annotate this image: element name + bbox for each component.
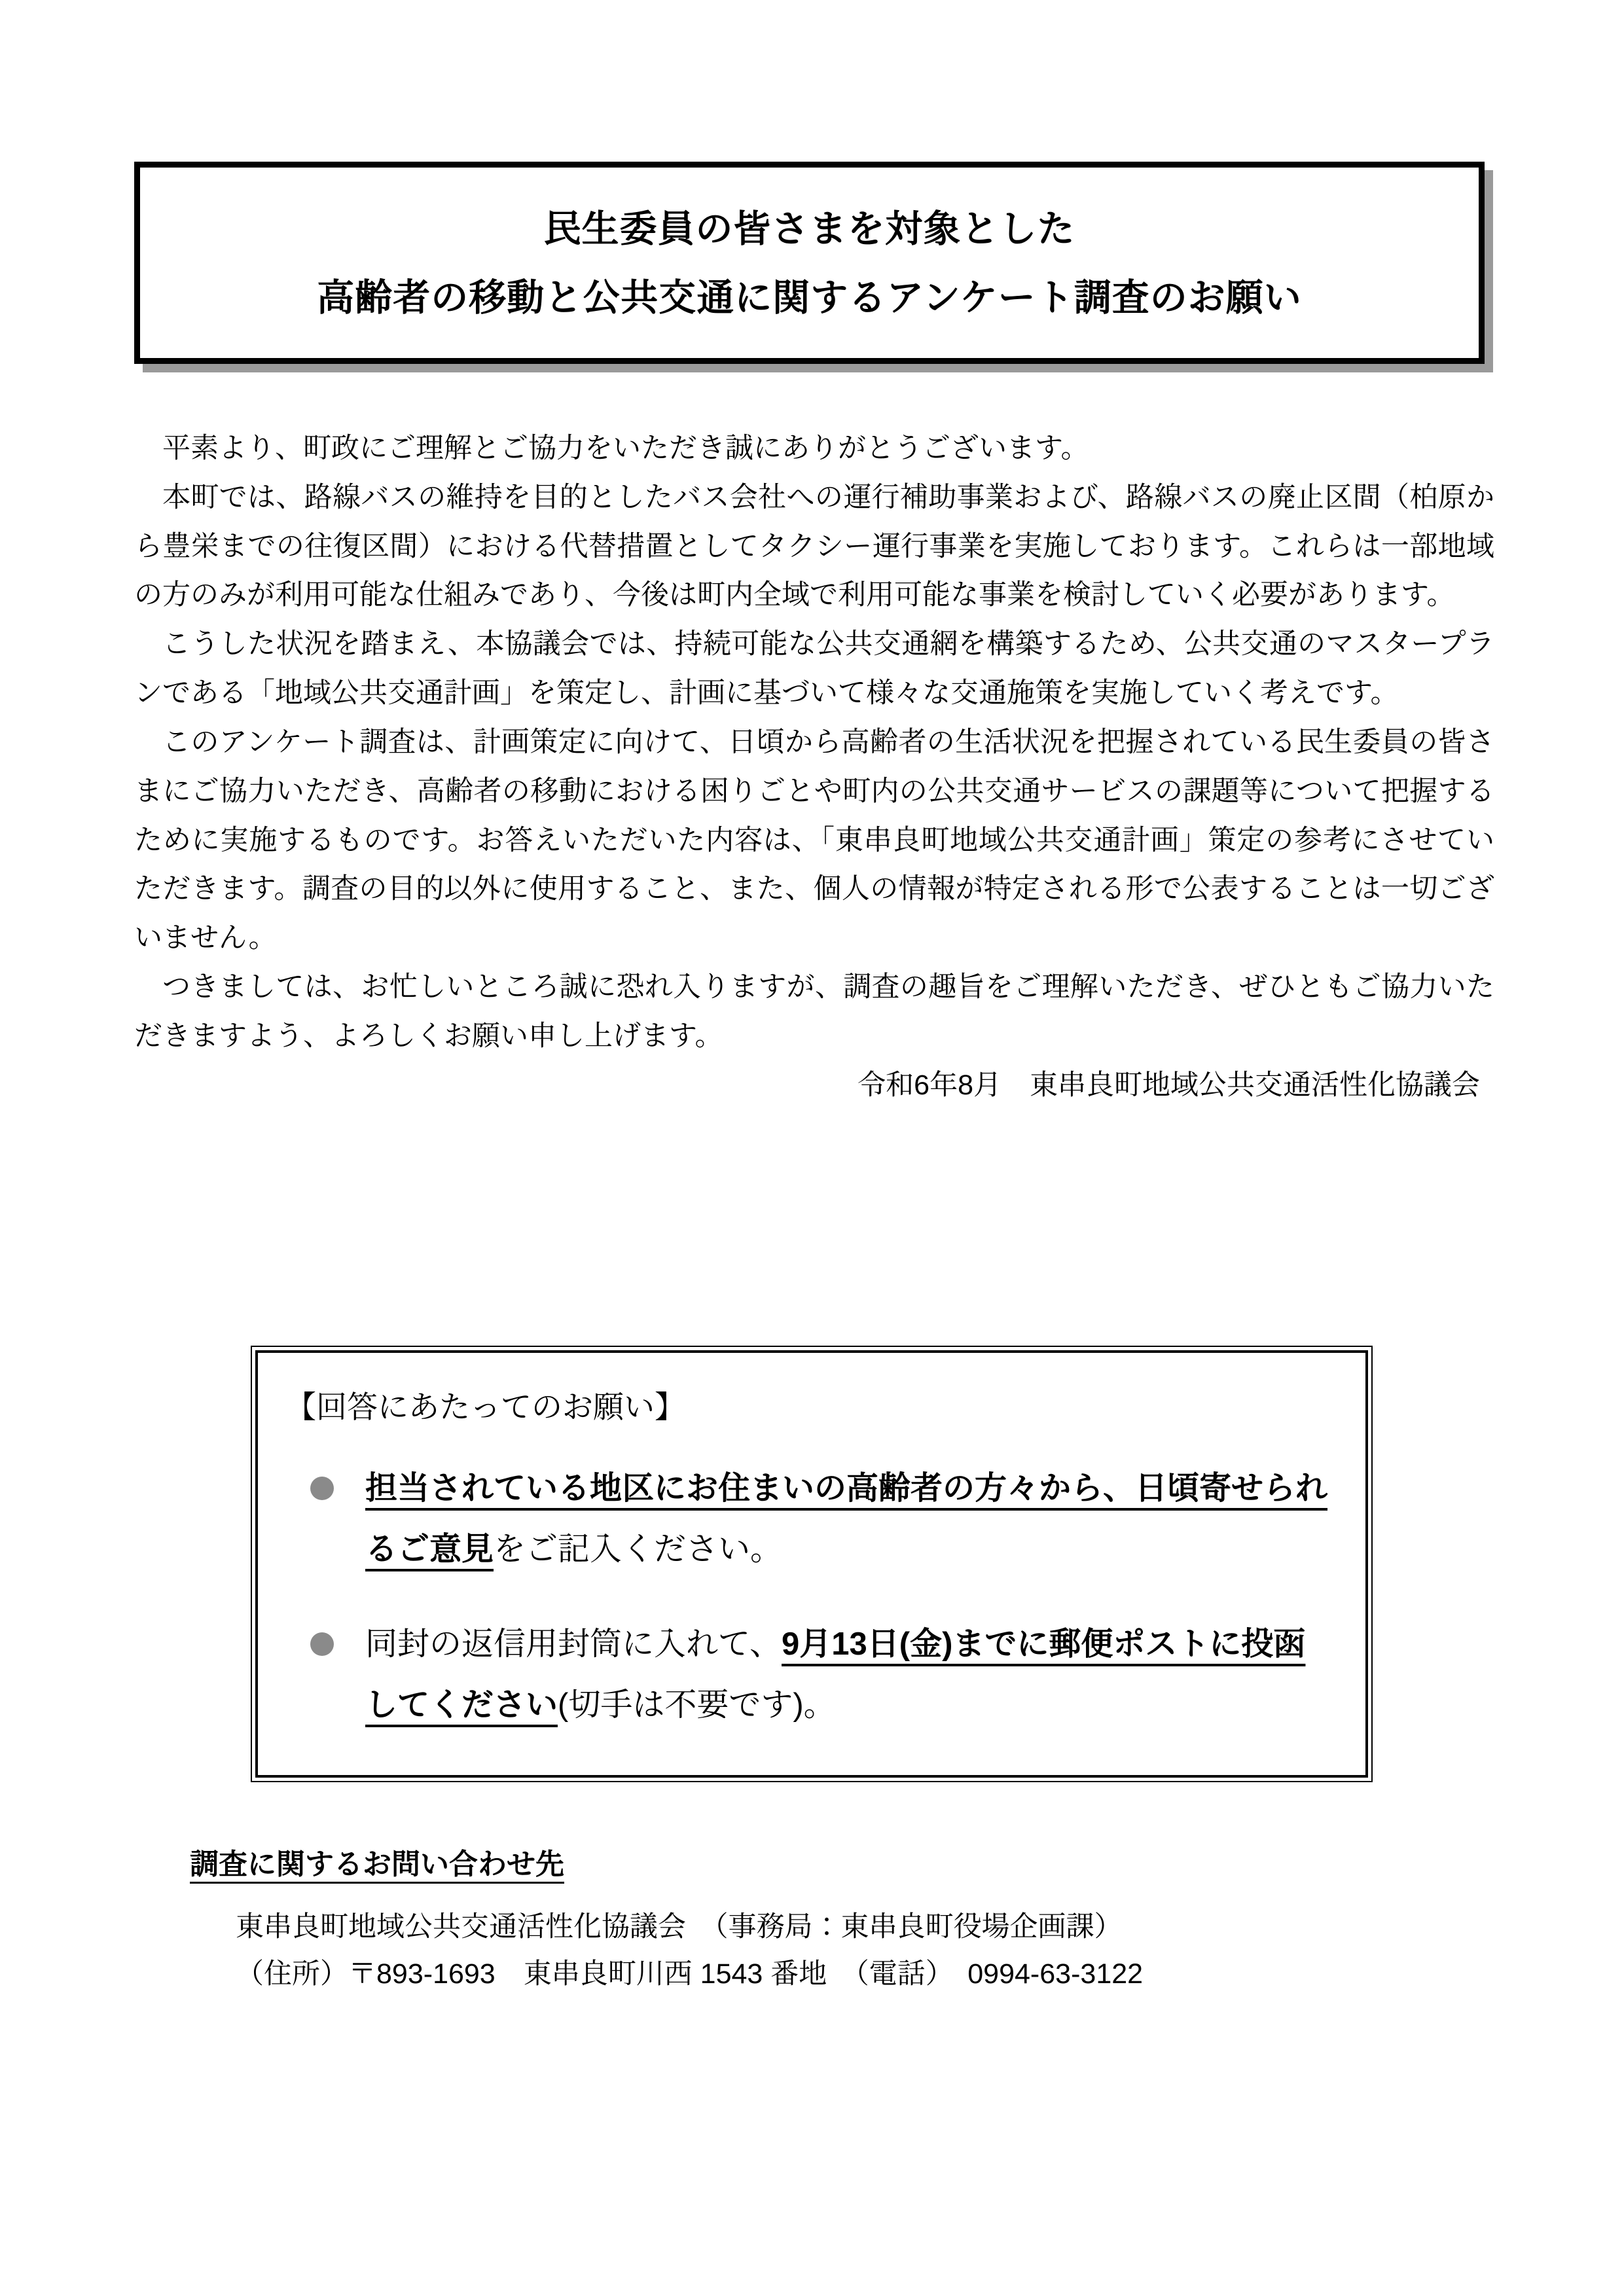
bullet-text [365,1614,1329,1736]
title-line-1: 民生委員の皆さまを対象とした [543,208,1075,250]
bullet-icon [310,1632,334,1656]
list-item [310,1614,1329,1736]
request-list [285,1458,1329,1736]
contact-heading: 調査に関するお問い合わせ先 [190,1848,564,1880]
title-line-2: 高齢者の移動と公共交通に関するアンケート調査のお願い [317,277,1302,319]
body-paragraph: このアンケート調査は、計画策定に向けて、日頃から高齢者の生活状況を把握されている民生委員の皆さまにご協力いただき、高齢者の移動における困りごとや町内の公共交通サービスの課題等について把握するために実施するものです。お答えいただいた内容は、「東串良町地域公共交通計画」策定の参考にさせていただきます。調査の目的以外に使用すること、また、個人の情報が特定される形で公表することは一切ございません。 [134,726,1494,954]
body-paragraph: こうした状況を踏まえ、本協議会では、持続可能な公共交通網を構築するため、公共交通のマスタープランである「地域公共交通計画」を策定し、計画に基づいて様々な交通施策を実施していく考えです。 [134,628,1494,709]
request-box [251,1346,1373,1782]
bullet-icon [310,1477,334,1500]
request-box-inner [255,1350,1368,1778]
bullet1-normal-text: をご記入ください。 [494,1532,783,1568]
contact-line-2: （住所）〒893-1693 東串良町川西 1543 番地 （電話） 0994-63-3122 [236,1958,1144,1990]
body-text [134,424,1494,1109]
bullet2-normal-before: 同封の返信用封筒に入れて、 [365,1626,782,1662]
list-item [310,1458,1329,1580]
title-box [134,162,1485,364]
request-box-heading: 【回答にあたってのお願い】 [285,1390,685,1424]
contact-line-1: 東串良町地域公共交通活性化協議会 （事務局：東串良町役場企画課） [236,1910,1123,1943]
body-paragraph: 本町では、路線バスの維持を目的としたバス会社への運行補助事業および、路線バスの廃止区間（柏原から豊栄までの往復区間）における代替措置としてタクシー運行事業を実施しております。これらは一部地域の方のみが利用可能な仕組みであり、今後は町内全域で利用可能な事業を検討していく必要があります。 [134,481,1494,611]
bullet2-emphasized-text: 9月13日(金)までに郵便ポストに投函してください [365,1626,1306,1723]
body-paragraph: 平素より、町政にご理解とご協力をいただき誠にありがとうございます。 [162,433,1089,464]
signature-line: 令和6年8月 東串良町地域公共交通活性化協議会 [857,1069,1480,1101]
bullet1-emphasized-text: 担当されている地区にお住まいの高齢者の方々から、日頃寄せられるご意見 [365,1471,1328,1568]
bullet-text [365,1458,1329,1580]
contact-section [190,1844,1499,1998]
body-paragraph: つきましては、お忙しいところ誠に恐れ入りますが、調査の趣旨をご理解いただき、ぜひともご協力いただきますよう、よろしくお願い申し上げます。 [134,971,1494,1052]
bullet2-normal-after: (切手は不要です)。 [558,1687,836,1723]
